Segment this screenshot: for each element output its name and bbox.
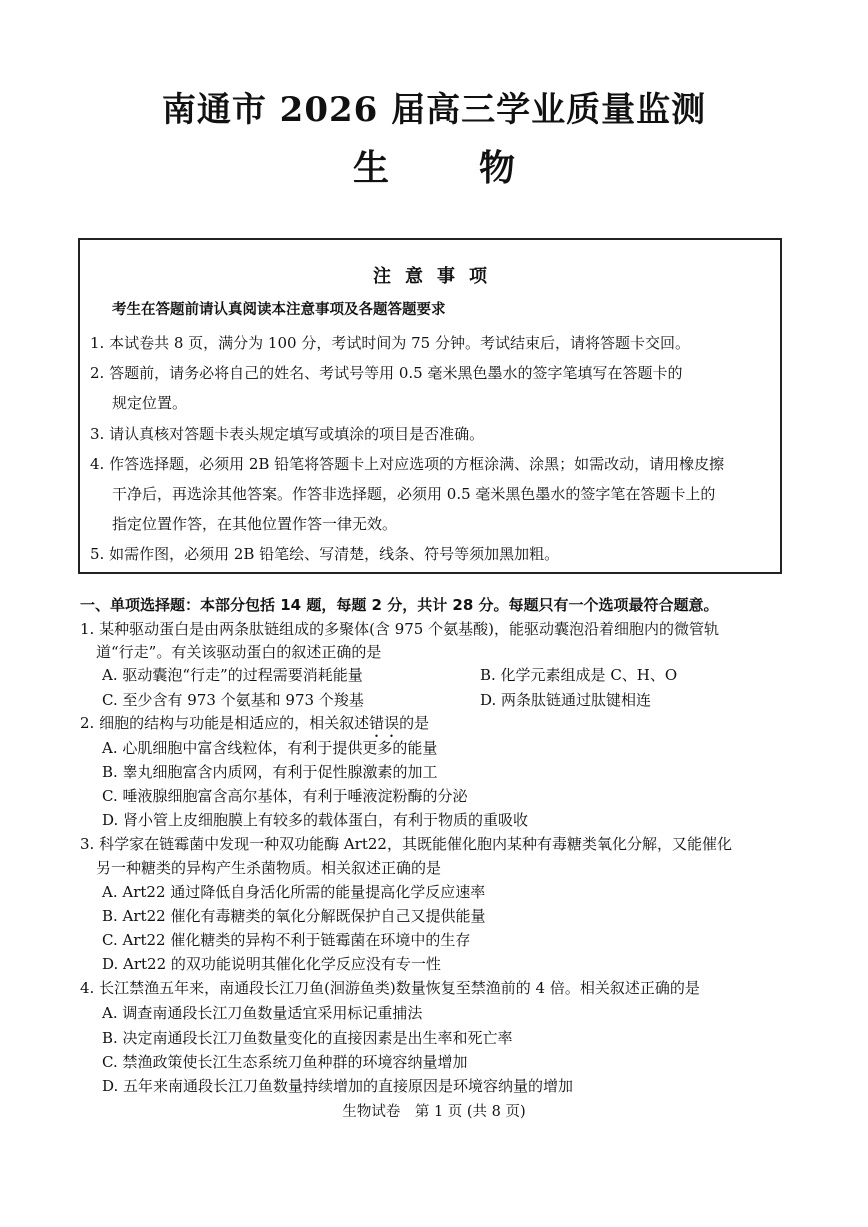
- question-1-option-b: B. 化学元素组成是 C、H、O: [480, 666, 678, 684]
- question-4-option-d: D. 五年来南通段长江刀鱼数量持续增加的直接原因是环境容纳量的增加: [102, 1077, 574, 1095]
- notice-item-2-cont: 规定位置。: [112, 394, 188, 412]
- notice-title: 注意事项: [373, 266, 501, 287]
- question-1-option-a: A. 驱动囊泡“行走”的过程需要消耗能量: [102, 666, 363, 684]
- question-1-option-d: D. 两条肽链通过肽键相连: [480, 691, 652, 709]
- notice-item-4-cont1: 干净后，再选涂其他答案。作答非选择题，必须用 0.5 毫米黑色墨水的签字笔在答题卡上的: [112, 485, 716, 503]
- page-footer: 生物试卷 第 1 页 (共 8 页): [342, 1104, 526, 1120]
- notice-item-4-cont2: 指定位置作答，在其他位置作答一律无效。: [112, 515, 398, 533]
- question-4-option-b: B. 决定南通段长江刀鱼数量变化的直接因素是出生率和死亡率: [102, 1029, 513, 1047]
- question-4-option-a: A. 调查南通段长江刀鱼数量适宜采用标记重捕法: [102, 1004, 423, 1022]
- question-3-stem: 3. 科学家在链霉菌中发现一种双功能酶 Art22，其既能催化胞内某种有毒糖类氧化分解，又能催化: [80, 835, 732, 853]
- notice-item-2: 2. 答题前，请务必将自己的姓名、考试号等用 0.5 毫米黑色墨水的签字笔填写在答题卡的: [90, 364, 683, 382]
- notice-item-5: 5. 如需作图，必须用 2B 铅笔绘、写清楚，线条、符号等须加黑加粗。: [90, 545, 560, 563]
- notice-intro: 考生在答题前请认真阅读本注意事项及各题答题要求: [112, 302, 446, 318]
- notice-box: [78, 238, 782, 574]
- question-3-option-d: D. Art22 的双功能说明其催化化学反应没有专一性: [102, 955, 441, 973]
- question-2-stem-emphasis: 错误: [369, 714, 400, 732]
- question-2-stem-part1: 2. 细胞的结构与功能是相适应的，相关叙述: [80, 714, 370, 732]
- question-3-option-c: C. Art22 催化糖类的异构不利于链霉菌在环境中的生存: [102, 931, 471, 949]
- question-3-stem-cont: 另一种糖类的异构产生杀菌物质。相关叙述正确的是: [96, 859, 442, 877]
- question-2-option-b: B. 睾丸细胞富含内质网，有利于促性腺激素的加工: [102, 763, 438, 781]
- notice-item-1: 1. 本试卷共 8 页，满分为 100 分，考试时间为 75 分钟。考试结束后，请将答题卡交回。: [90, 334, 690, 352]
- question-2-stem-part3: 的是: [399, 714, 430, 732]
- question-4-stem: 4. 长江禁渔五年来，南通段长江刀鱼(洄游鱼类)数量恢复至禁渔前的 4 倍。相关叙述正确的是: [80, 979, 700, 997]
- question-3-option-b: B. Art22 催化有毒糖类的氧化分解既保护自己又提供能量: [102, 907, 486, 925]
- question-3-option-a: A. Art22 通过降低自身活化所需的能量提高化学反应速率: [102, 883, 486, 901]
- section-heading: 一、单项选择题：本部分包括 14 题，每题 2 分，共计 28 分。每题只有一个选项最符合题意。: [80, 596, 719, 614]
- notice-item-3: 3. 请认真核对答题卡表头规定填写或填涂的项目是否准确。: [90, 425, 485, 443]
- question-2-option-d: D. 肾小管上皮细胞膜上有较多的载体蛋白，有利于物质的重吸收: [102, 811, 529, 829]
- question-4-option-c: C. 禁渔政策使长江生态系统刀鱼种群的环境容纳量增加: [102, 1053, 468, 1071]
- notice-item-4: 4. 作答选择题，必须用 2B 铅笔将答题卡上对应选项的方框涂满、涂黑；如需改动，请用橡皮擦: [90, 455, 725, 473]
- subject-title: 生物: [352, 147, 605, 189]
- question-1-option-c: C. 至少含有 973 个氨基和 973 个羧基: [102, 691, 364, 709]
- exam-title: 南通市 2026 届高三学业质量监测: [161, 90, 707, 130]
- question-2-option-a: A. 心肌细胞中富含线粒体，有利于提供更多的能量: [102, 739, 438, 757]
- question-2-option-c: C. 唾液腺细胞富含高尔基体，有利于唾液淀粉酶的分泌: [102, 787, 468, 805]
- question-1-stem: 1. 某种驱动蛋白是由两条肽链组成的多聚体(含 975 个氨基酸)，能驱动囊泡沿着细胞内的微管轨: [80, 620, 719, 638]
- question-1-stem-cont: 道“行走”。有关该驱动蛋白的叙述正确的是: [96, 643, 382, 661]
